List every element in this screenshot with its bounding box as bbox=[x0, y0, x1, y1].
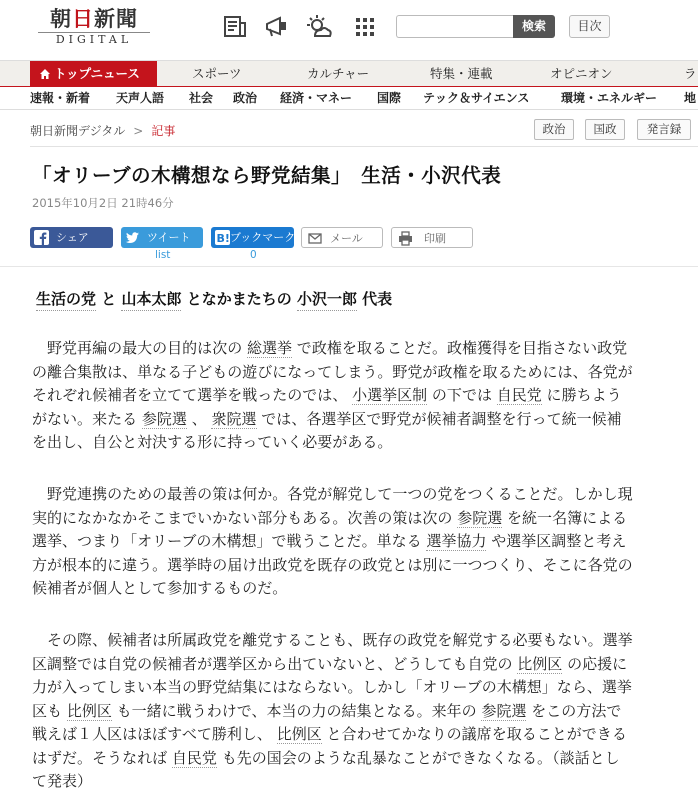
facebook-icon bbox=[34, 230, 49, 245]
article-title: 「オリーブの木構想なら野党結集」 生活・小沢代表 bbox=[32, 164, 502, 187]
search-input[interactable] bbox=[396, 15, 513, 38]
tag-remarks[interactable]: 発言録 bbox=[637, 119, 691, 140]
tag-politics[interactable]: 政治 bbox=[534, 119, 574, 140]
nav-tech[interactable]: テック＆サイエンス bbox=[423, 91, 530, 105]
hatena-bookmark-icon bbox=[215, 230, 230, 245]
mail-icon bbox=[308, 231, 323, 246]
breadcrumb-current: 記事 bbox=[151, 124, 176, 138]
search-button[interactable]: 検索 bbox=[513, 15, 555, 38]
divider bbox=[0, 266, 698, 267]
linked-term[interactable]: 比例区 bbox=[66, 701, 112, 720]
secondary-nav bbox=[0, 86, 698, 110]
facebook-share-button[interactable] bbox=[30, 227, 113, 248]
article-paragraph bbox=[32, 337, 672, 455]
person-link-ozawa[interactable]: 小沢一郎 bbox=[297, 290, 357, 311]
paragraph-line: がない。来たる 参院選 、 衆院選 では、各選挙区で野党が候補者調整を行って統一候補 bbox=[32, 409, 622, 428]
subhead-text: 代表 bbox=[356, 290, 393, 308]
home-icon bbox=[40, 69, 50, 79]
logo-subtitle: DIGITAL bbox=[38, 32, 150, 46]
linked-term[interactable]: 比例区 bbox=[276, 725, 322, 743]
paragraph-line: それぞれ候補者を立てて選挙を戦ったのでは、 小選挙区制 の下では 自民党 に勝ちよう bbox=[32, 386, 622, 404]
article-subhead bbox=[36, 288, 392, 309]
twitter-list-link[interactable]: list bbox=[155, 249, 171, 261]
divider bbox=[30, 146, 698, 147]
hatena-bookmark-button[interactable] bbox=[211, 227, 294, 248]
paragraph-line: はずだ。そうなれば 自民党 も先の国会のような乱暴なことができなくなる。（談話とし bbox=[32, 748, 620, 767]
paragraph-line: 戦えば１人区はほぼすべて勝利し、 比例区 と合わせてかなりの議席を取ることができる bbox=[32, 725, 627, 743]
paragraph-line: 野党連携のための最善の策は何か。各党が解党して一つの党をつくることだ。しかし現 bbox=[47, 485, 633, 503]
paragraph-line: 候補者が個人として参加するものだ。 bbox=[32, 579, 288, 597]
paragraph-line: 野党再編の最大の目的は次の 総選挙 で政権を取ることだ。政権獲得を目指さない政党 bbox=[47, 339, 628, 357]
site-header bbox=[0, 0, 698, 58]
person-link-yamamoto[interactable]: 山本太郎 bbox=[121, 290, 181, 311]
logo-wordmark: 朝日新聞 bbox=[50, 6, 138, 31]
newspaper-icon[interactable] bbox=[222, 14, 248, 40]
linked-term[interactable]: 総選挙 bbox=[247, 339, 293, 357]
paragraph-line: その際、候補者は所属政党を離党することも、既存の政党を解党する必要もない。選挙 bbox=[47, 631, 633, 649]
linked-term[interactable]: 自民党 bbox=[171, 748, 217, 767]
nav-environment[interactable]: 環境・エネルギー bbox=[561, 91, 658, 105]
linked-term[interactable]: 小選挙区制 bbox=[352, 386, 428, 404]
party-link-seikatsu[interactable]: 生活の党 bbox=[36, 290, 96, 311]
breadcrumb-home[interactable]: 朝日新聞デジタル bbox=[30, 124, 126, 138]
subhead-text: となかまたちの bbox=[181, 290, 297, 308]
weather-icon[interactable] bbox=[306, 14, 332, 40]
linked-term[interactable]: 選挙協力 bbox=[426, 532, 487, 550]
article-paragraph bbox=[32, 629, 672, 794]
linked-term[interactable]: 衆院選 bbox=[211, 409, 257, 428]
nav-more[interactable]: ラ bbox=[684, 66, 697, 81]
breadcrumb bbox=[30, 122, 175, 139]
subhead-text: と bbox=[96, 290, 122, 308]
linked-term[interactable]: 比例区 bbox=[517, 654, 563, 673]
megaphone-icon[interactable] bbox=[264, 14, 290, 40]
article-paragraph bbox=[32, 483, 672, 601]
grid-menu-icon[interactable] bbox=[352, 14, 378, 40]
linked-term[interactable]: 参院選 bbox=[481, 701, 527, 720]
printer-icon bbox=[398, 231, 413, 246]
paragraph-line: を出し、自公と対決する形に持っていく必要がある。 bbox=[32, 433, 393, 451]
asahi-digital-logo[interactable] bbox=[38, 8, 150, 46]
linked-term[interactable]: 参院選 bbox=[457, 508, 503, 527]
tag-national-politics[interactable]: 国政 bbox=[585, 119, 625, 140]
nav-breaking[interactable]: 速報・新着 bbox=[30, 91, 91, 105]
nav-international[interactable]: 国際 bbox=[377, 91, 402, 105]
paragraph-line: 方が根本的に違う。選挙時の届け出政党を既存の政党とは別に一つつくり、そこに各党の bbox=[32, 555, 633, 574]
mail-share-label: メール bbox=[330, 232, 363, 245]
paragraph-line: 実的になかなかそこまでいかない部分もある。次善の策は次の 参院選 を統一名簿による bbox=[32, 508, 628, 527]
print-label: 印刷 bbox=[424, 232, 446, 245]
paragraph-line: 区も 比例区 も一緒に戦うわけで、本当の力の結集となる。来年の 参院選 をこの方法で bbox=[32, 701, 622, 720]
nav-society[interactable]: 社会 bbox=[189, 91, 214, 105]
print-button[interactable] bbox=[391, 227, 473, 248]
nav-features[interactable]: 特集・連載 bbox=[430, 66, 493, 81]
hatena-bookmark-label: ブックマーク bbox=[230, 231, 296, 244]
nav-top-news[interactable]: トップニュース bbox=[30, 61, 157, 87]
nav-tenseijingo[interactable]: 天声人語 bbox=[116, 91, 165, 105]
paragraph-line: の離合集散は、単なる子どもの遊びになってしまう。野党が政権を取るためには、各党が bbox=[32, 362, 633, 381]
nav-culture[interactable]: カルチャー bbox=[307, 66, 370, 81]
twitter-share-label: ツイート bbox=[147, 231, 191, 244]
svg-text:B!: B! bbox=[216, 232, 230, 245]
nav-sports[interactable]: スポーツ bbox=[192, 66, 242, 81]
nav-economy[interactable]: 経済・マネー bbox=[280, 91, 353, 105]
paragraph-line: 区調整では自党の候補者が選挙区から出ていないと、どうしても自党の 比例区 の応援に bbox=[32, 654, 628, 673]
mail-share-button[interactable] bbox=[301, 227, 383, 248]
hatena-bookmark-count[interactable]: 0 bbox=[250, 249, 257, 261]
paragraph-line: て発表） bbox=[32, 772, 93, 790]
article-date: 2015年10月2日 21時46分 bbox=[32, 196, 174, 210]
facebook-share-label: シェア bbox=[56, 231, 89, 244]
paragraph-line: 選挙、つまり「オリーブの木構想」で戦うことだ。単なる 選挙協力 や選挙区調整と考え bbox=[32, 532, 627, 550]
nav-opinion[interactable]: オピニオン bbox=[550, 66, 613, 81]
primary-nav bbox=[0, 60, 698, 86]
nav-more2[interactable]: 地 bbox=[684, 91, 697, 105]
paragraph-line: 力が入ってしまい本当の野党結集にはならない。しかし「オリーブの木構想」なら、選挙 bbox=[32, 678, 632, 696]
twitter-bird-icon bbox=[125, 230, 140, 245]
index-button[interactable]: 目次 bbox=[569, 15, 610, 38]
linked-term[interactable]: 自民党 bbox=[496, 386, 542, 404]
linked-term[interactable]: 参院選 bbox=[141, 409, 187, 428]
breadcrumb-separator: > bbox=[133, 124, 144, 138]
nav-politics[interactable]: 政治 bbox=[233, 91, 258, 105]
twitter-share-button[interactable] bbox=[121, 227, 203, 248]
